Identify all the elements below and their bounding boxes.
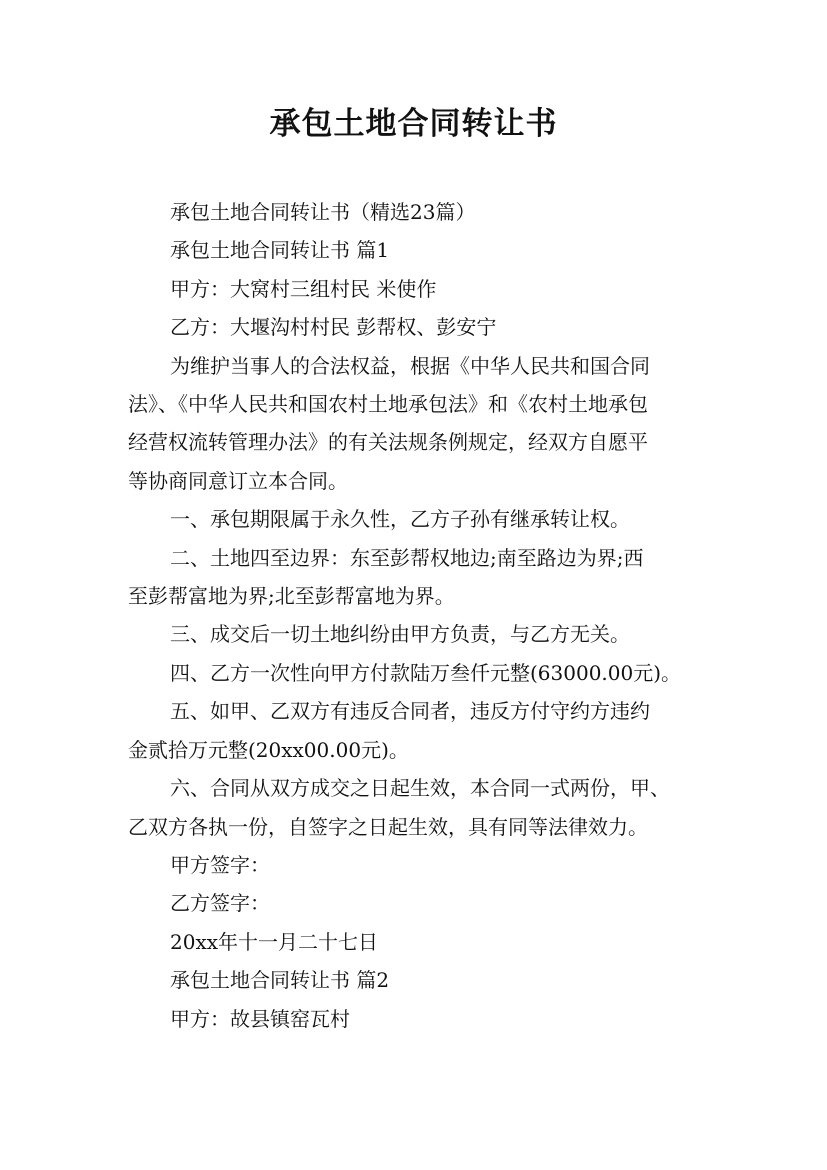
paragraph-clause-4 <box>128 654 728 692</box>
text-line: 甲方：故县镇窑瓦村 <box>170 1006 350 1031</box>
paragraph-signature-b <box>128 884 728 922</box>
text-line: 二、土地四至边界：东至彭帮权地边;南至路边为界;西 <box>170 545 644 570</box>
text-line: 至彭帮富地为界;北至彭帮富地为界。 <box>128 584 455 609</box>
paragraph-preamble <box>128 347 728 501</box>
paragraph-party-b <box>128 308 728 346</box>
paragraph-section-heading-1 <box>128 231 728 269</box>
text-line: 金贰拾万元整(20xx00.00元)。 <box>128 737 409 762</box>
text-line: 承包土地合同转让书 篇1 <box>170 238 390 263</box>
text-line: 乙方签字： <box>170 891 270 916</box>
paragraph-clause-2 <box>128 539 728 616</box>
text-line: 五、如甲、乙双方有违反合同者，违反方付守约方违约 <box>170 699 650 724</box>
text-line: 甲方签字： <box>170 852 270 877</box>
text-line: 为维护当事人的合法权益，根据《中华人民共和国合同 <box>170 353 650 378</box>
text-line: 承包土地合同转让书（精选23篇） <box>170 200 476 224</box>
paragraph-clause-6 <box>128 769 728 846</box>
text-line: 三、成交后一切土地纠纷由甲方负责，与乙方无关。 <box>170 622 630 647</box>
text-line: 乙双方各执一份，自签字之日起生效，具有同等法律效力。 <box>128 814 648 839</box>
text-line: 乙方：大堰沟村村民 彭帮权、彭安宁 <box>170 315 497 340</box>
paragraph-subtitle <box>128 193 728 231</box>
paragraph-signature-a <box>128 846 728 884</box>
text-line: 法》、《中华人民共和国农村土地承包法》和《农村土地承包 <box>128 392 648 417</box>
text-line: 20xx年十一月二十七日 <box>170 929 379 954</box>
paragraph-clause-5 <box>128 692 728 769</box>
text-line: 甲方：大窝村三组村民 米使作 <box>170 276 437 301</box>
document-body <box>128 193 728 1038</box>
paragraph-date <box>128 923 728 961</box>
text-line: 经营权流转管理办法》的有关法规条例规定，经双方自愿平 <box>128 430 648 455</box>
paragraph-clause-3 <box>128 615 728 653</box>
document-title: 承包土地合同转让书 <box>269 106 558 142</box>
paragraph-clause-1 <box>128 500 728 538</box>
text-line: 承包土地合同转让书 篇2 <box>170 968 390 993</box>
text-line: 四、乙方一次性向甲方付款陆万叁仟元整(63000.00元)。 <box>170 660 682 685</box>
text-line: 六、合同从双方成交之日起生效，本合同一式两份，甲、 <box>170 776 670 801</box>
text-line: 一、承包期限属于永久性，乙方子孙有继承转让权。 <box>170 507 630 532</box>
paragraph-party-a <box>128 270 728 308</box>
paragraph-party-a-2 <box>128 1000 728 1038</box>
paragraph-section-heading-2 <box>128 961 728 999</box>
text-line: 等协商同意订立本合同。 <box>128 468 348 493</box>
